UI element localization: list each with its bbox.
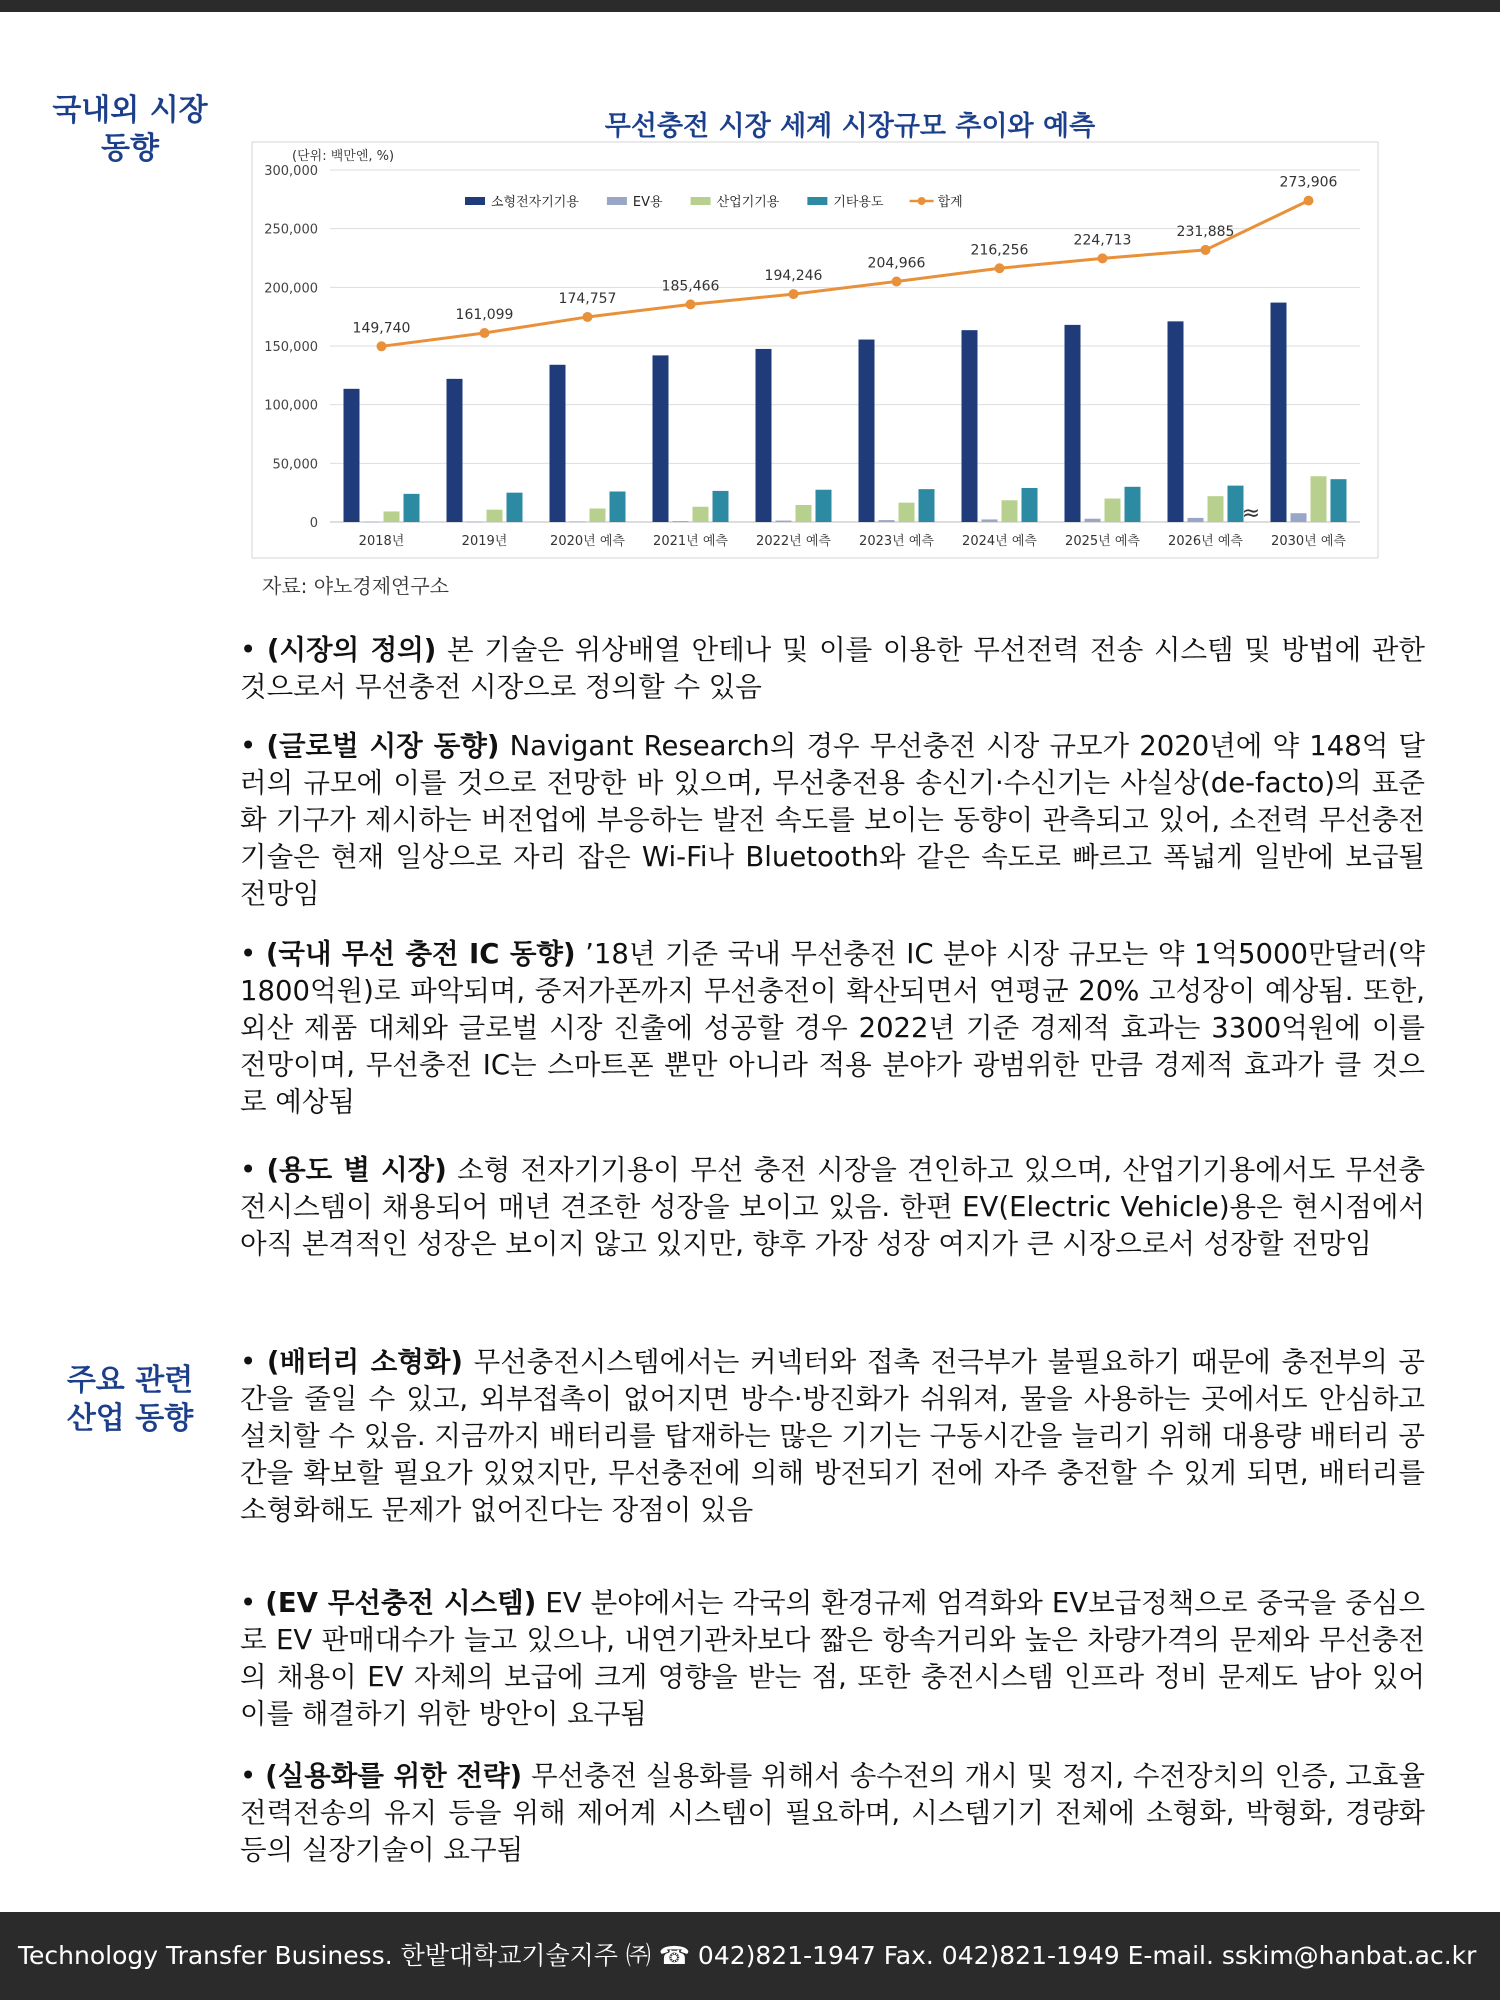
chart-bar — [693, 507, 709, 522]
chart-total-point — [995, 263, 1005, 273]
paragraph-market-definition: • (시장의 정의) 본 기술은 위상배열 안테나 및 이를 이용한 무선전력 전송 시스템 및 방법에 관한 것으로서 무선충전 시장으로 정의할 수 있음 — [240, 634, 1425, 703]
chart-data-label: 149,740 — [352, 320, 411, 337]
chart-legend-label: EV용 — [632, 195, 663, 210]
paragraph-text: 본 기술은 위상배열 안테나 및 이를 이용한 무선전력 전송 시스템 및 방법에 관한 것으로서 무선충전 시장으로 정의할 수 있음 — [240, 634, 1425, 703]
chart-y-tick-label: 150,000 — [264, 340, 318, 355]
chart-y-tick-label: 50,000 — [272, 457, 318, 473]
chart-bar — [859, 340, 875, 522]
paragraph-text: 소형 전자기기용이 무선 충전 시장을 견인하고 있으며, 산업기기용에서도 무선충전시스템이 채용되어 매년 견조한 성장을 보이고 있음. 한편 EV(Electric Vehicle)용은 현시점에서 아직 본격적인 성장은 보이지 않고 있지만, 향후 가장 성장 여지가 큰 시장으로서 성장할 전망임 — [240, 1154, 1426, 1260]
chart-title: 무선충전 시장 세계 시장규모 추이와 예측 — [604, 111, 1096, 142]
chart-x-tick-label: 2025년 예측 — [1065, 534, 1140, 549]
top-bar — [0, 0, 1500, 12]
chart-bar — [1291, 513, 1307, 522]
chart-data-label: 224,713 — [1073, 232, 1132, 249]
chart-bar — [653, 355, 669, 522]
chart-total-point — [1201, 245, 1211, 255]
chart-data-label: 204,966 — [867, 255, 926, 272]
chart-total-point — [1304, 196, 1314, 206]
chart-y-tick-label: 0 — [309, 516, 318, 531]
chart-legend-swatch — [918, 197, 926, 205]
chart-bar — [1271, 303, 1287, 522]
chart-bar — [364, 522, 380, 523]
chart-y-tick-label: 200,000 — [264, 281, 318, 297]
chart-total-point — [892, 277, 902, 287]
chart-bar — [982, 519, 998, 522]
footer-text: Technology Transfer Business. 한밭대학교기술지주 ㈜ ☎ 042)821-1947 Fax. 042)821-1949 E-mail. sskim@hanbat.ac.kr — [18, 1941, 1477, 1970]
paragraph-heading: (국내 무선 충전 IC 동향) — [265, 938, 576, 970]
chart-bar — [384, 511, 400, 522]
chart-bar — [713, 491, 729, 522]
chart-bar — [776, 521, 792, 522]
chart-x-tick-label: 2023년 예측 — [859, 534, 934, 549]
chart-legend-label: 기타용도 — [833, 195, 884, 210]
chart-unit-label: (단위: 백만엔, %) — [292, 149, 395, 164]
paragraph-commercialization: • (실용화를 위한 전략) 무선충전 실용화를 위해서 송수전의 개시 및 정지, 수전장치의 인증, 고효율 전력전송의 유지 등을 위해 제어계 시스템이 필요하며, 시스템기기 전체에 소형화, 박형화, 경량화 등의 실장기술이 요구됨 — [240, 1760, 1425, 1866]
chart-data-label: 273,906 — [1279, 174, 1338, 191]
chart-x-tick-label: 2018년 — [358, 534, 405, 549]
chart-bar — [1331, 479, 1347, 522]
chart-y-tick-label: 100,000 — [264, 398, 318, 414]
chart-y-tick-label: 250,000 — [264, 222, 318, 238]
chart-bar — [1168, 321, 1184, 522]
chart-bar — [879, 520, 895, 522]
chart-bar — [919, 489, 935, 522]
market-size-chart — [250, 140, 1380, 560]
chart-total-point — [686, 299, 696, 309]
side-heading-industry-trends — [0, 1362, 260, 1438]
chart-x-tick-label: 2030년 예측 — [1271, 534, 1346, 549]
chart-total-point — [1098, 253, 1108, 263]
paragraph-heading: (시장의 정의) — [266, 634, 437, 666]
paragraph-heading: (글로벌 시장 동향) — [266, 730, 500, 762]
chart-bar — [1022, 488, 1038, 522]
chart-y-tick-label: 300,000 — [264, 164, 318, 179]
chart-bar — [962, 330, 978, 522]
chart-legend-label: 산업기기용 — [716, 195, 780, 210]
chart-bar — [1311, 476, 1327, 522]
chart-data-label: 194,246 — [764, 268, 823, 285]
chart-x-tick-label: 2021년 예측 — [653, 534, 728, 549]
side-heading-line: 동향 — [101, 131, 159, 166]
chart-data-label: 216,256 — [970, 242, 1029, 259]
chart-bar — [447, 379, 463, 522]
chart-bar — [673, 521, 689, 522]
chart-total-point — [583, 312, 593, 322]
paragraph-market-by-use: • (용도 별 시장) 소형 전자기기용이 무선 충전 시장을 견인하고 있으며, 산업기기용에서도 무선충전시스템이 채용되어 매년 견조한 성장을 보이고 있음. 한편 EV(Electric Vehicle)용은 현시점에서 아직 본격적인 성장은 보이지 않고 있지만, 향후 가장 성장 여지가 큰 시장으로서 성장할 전망임 — [240, 1154, 1426, 1260]
chart-data-label: 185,466 — [661, 278, 720, 295]
paragraph-global-market: • (글로벌 시장 동향) Navigant Research의 경우 무선충전 시장 규모가 2020년에 약 148억 달러의 규모에 이를 것으로 전망한 바 있으며, 무선충전용 송신기·수신기는 사실상(de-facto)의 표준화 기구가 제시하는 버전업에 부응하는 발전 속도를 보이는 동향이 관측되고 있어, 소전력 무선충전기술은 현재 일상으로 자리 잡은 Wi-Fi나 Bluetooth와 같은 속도로 빠르고 폭넓게 일반에 보급될 전망임 — [240, 730, 1425, 910]
chart-bar — [1002, 500, 1018, 522]
chart-bar — [796, 505, 812, 522]
chart-bar — [507, 493, 523, 522]
paragraph-text: 무선충전시스템에서는 커넥터와 접촉 전극부가 불필요하기 때문에 충전부의 공간을 줄일 수 있고, 외부접촉이 없어지면 방수·방진화가 쉬워져, 물을 사용하는 곳에서도 안심하고 설치할 수 있음. 지금까지 배터리를 탑재하는 많은 기기는 구동시간을 늘리기 위해 대용량 배터리 공간을 확보할 필요가 있었지만, 무선충전에 의해 방전되기 전에 자주 충전할 수 있게 되면, 배터리를 소형화해도 문제가 없어진다는 장점이 있음 — [240, 1346, 1426, 1526]
chart-bar — [1125, 487, 1141, 522]
chart-total-point — [480, 328, 490, 338]
chart-bar — [1085, 519, 1101, 522]
chart-total-point — [377, 341, 387, 351]
paragraph-heading: (실용화를 위한 전략) — [265, 1760, 523, 1792]
chart-source: 자료: 야노경제연구소 — [262, 574, 449, 598]
paragraph-heading: (EV 무선충전 시스템) — [265, 1587, 537, 1619]
chart-x-tick-label: 2019년 — [461, 534, 508, 549]
chart-bar — [590, 509, 606, 522]
chart-x-tick-label: 2022년 예측 — [756, 534, 831, 549]
chart-total-point — [789, 289, 799, 299]
paragraph-text: 무선충전 실용화를 위해서 송수전의 개시 및 정지, 수전장치의 인증, 고효율 전력전송의 유지 등을 위해 제어계 시스템이 필요하며, 시스템기기 전체에 소형화, 박형화, 경량화 등의 실장기술이 요구됨 — [240, 1760, 1425, 1866]
chart-legend-swatch — [607, 197, 627, 205]
chart-bar — [487, 510, 503, 522]
chart-bar — [1065, 325, 1081, 522]
chart-bar — [550, 365, 566, 522]
side-heading-market-trends — [0, 92, 260, 168]
chart-bar — [344, 389, 360, 522]
chart-bar — [756, 349, 772, 522]
chart-bar — [570, 521, 586, 522]
paragraph-text: EV 분야에서는 각국의 환경규제 엄격화와 EV보급정책으로 중국을 중심으로 EV 판매대수가 늘고 있으나, 내연기관차보다 짧은 항속거리와 높은 차량가격의 문제와 무선충전의 채용이 EV 자체의 보급에 크게 영향을 받는 점, 또한 충전시스템 인프라 정비 문제도 남아 있어 이를 해결하기 위한 방안이 요구됨 — [240, 1587, 1426, 1730]
paragraph-text: Navigant Research의 경우 무선충전 시장 규모가 2020년에 약 148억 달러의 규모에 이를 것으로 전망한 바 있으며, 무선충전용 송신기·수신기는 사실상(de-facto)의 표준화 기구가 제시하는 버전업에 부응하는 발전 속도를 보이는 동향이 관측되고 있어, 소전력 무선충전기술은 현재 일상으로 자리 잡은 Wi-Fi나 Bluetooth와 같은 속도로 빠르고 폭넓게 일반에 보급될 전망임 — [240, 730, 1425, 910]
chart-bar — [467, 522, 483, 523]
chart-bar — [610, 491, 626, 522]
side-heading-line: 주요 관련 — [66, 1363, 194, 1398]
paragraph-text: ’18년 기준 국내 무선충전 IC 분야 시장 규모는 약 1억5000만달러(약 1800억원)로 파악되며, 중저가폰까지 무선충전이 확산되면서 연평균 20% 고성장이 예상됨. 또한, 외산 제품 대체와 글로벌 시장 진출에 성공할 경우 2022년 기준 경제적 효과는 3300억원에 이를 전망이며, 무선충전 IC는 스마트폰 뿐만 아니라 적용 분야가 광범위한 만큼 경제적 효과가 클 것으로 예상됨 — [240, 938, 1425, 1118]
chart-bar — [1105, 499, 1121, 522]
chart-x-tick-label: 2026년 예측 — [1168, 534, 1243, 549]
paragraph-heading: (용도 별 시장) — [266, 1154, 447, 1186]
chart-x-tick-label: 2024년 예측 — [962, 534, 1037, 549]
chart-bar — [1208, 496, 1224, 522]
chart-data-label: 231,885 — [1176, 223, 1235, 240]
chart-bar — [899, 503, 915, 522]
chart-legend-swatch — [807, 197, 827, 205]
side-heading-line: 산업 동향 — [66, 1401, 194, 1436]
chart-legend-swatch — [691, 197, 711, 205]
chart-data-label: 174,757 — [558, 290, 617, 307]
paragraph-ev-wireless: • (EV 무선충전 시스템) EV 분야에서는 각국의 환경규제 엄격화와 EV보급정책으로 중국을 중심으로 EV 판매대수가 늘고 있으나, 내연기관차보다 짧은 항속거리와 높은 차량가격의 문제와 무선충전의 채용이 EV 자체의 보급에 크게 영향을 받는 점, 또한 충전시스템 인프라 정비 문제도 남아 있어 이를 해결하기 위한 방안이 요구됨 — [240, 1587, 1426, 1730]
chart-bar — [404, 494, 420, 522]
chart-bar — [1188, 518, 1204, 522]
footer-bar — [0, 1912, 1500, 2000]
chart-axis-break: ≈ — [1241, 501, 1261, 526]
chart-legend-swatch — [465, 197, 485, 205]
chart-data-label: 161,099 — [455, 306, 514, 323]
chart-x-tick-label: 2020년 예측 — [550, 534, 625, 549]
paragraph-domestic-ic: • (국내 무선 충전 IC 동향) ’18년 기준 국내 무선충전 IC 분야 시장 규모는 약 1억5000만달러(약 1800억원)로 파악되며, 중저가폰까지 무선충전이 확산되면서 연평균 20% 고성장이 예상됨. 또한, 외산 제품 대체와 글로벌 시장 진출에 성공할 경우 2022년 기준 경제적 효과는 3300억원에 이를 전망이며, 무선충전 IC는 스마트폰 뿐만 아니라 적용 분야가 광범위한 만큼 경제적 효과가 클 것으로 예상됨 — [240, 938, 1425, 1118]
chart-legend-label: 합계 — [937, 195, 963, 210]
side-heading-line: 국내외 시장 — [52, 93, 208, 128]
chart-legend-label: 소형전자기기용 — [491, 195, 579, 210]
chart-bar — [816, 490, 832, 522]
paragraph-battery-miniaturization: • (배터리 소형화) 무선충전시스템에서는 커넥터와 접촉 전극부가 불필요하기 때문에 충전부의 공간을 줄일 수 있고, 외부접촉이 없어지면 방수·방진화가 쉬워져, 물을 사용하는 곳에서도 안심하고 설치할 수 있음. 지금까지 배터리를 탑재하는 많은 기기는 구동시간을 늘리기 위해 대용량 배터리 공간을 확보할 필요가 있었지만, 무선충전에 의해 방전되기 전에 자주 충전할 수 있게 되면, 배터리를 소형화해도 문제가 없어진다는 장점이 있음 — [240, 1346, 1426, 1526]
paragraph-heading: (배터리 소형화) — [266, 1346, 463, 1378]
